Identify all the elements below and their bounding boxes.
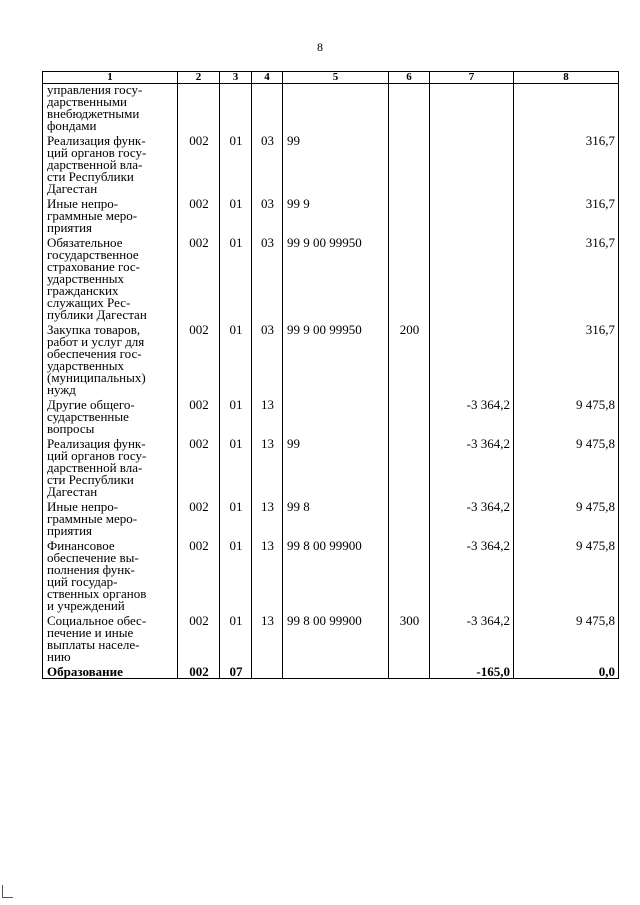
cell-c2: 002 bbox=[178, 435, 220, 498]
cell-c3: 01 bbox=[220, 435, 252, 498]
row-name: Реализация функ- ций органов госу- дарственной вла- сти Республики Дагестан bbox=[43, 132, 178, 195]
cell-c7: -3 364,2 bbox=[430, 498, 514, 537]
cell-c8: 9 475,8 bbox=[514, 435, 619, 498]
row-name: Другие общего- сударственные вопросы bbox=[43, 396, 178, 435]
cell-c3: 01 bbox=[220, 195, 252, 234]
cell-c4: 03 bbox=[252, 321, 283, 396]
cell-c8: 316,7 bbox=[514, 321, 619, 396]
page-number: 8 bbox=[317, 40, 323, 54]
column-header: 4 bbox=[252, 72, 283, 84]
table-row bbox=[43, 132, 619, 195]
row-name: Образование bbox=[43, 663, 178, 679]
cell-c4: 13 bbox=[252, 537, 283, 612]
cell-c6 bbox=[389, 84, 430, 133]
column-header: 3 bbox=[220, 72, 252, 84]
cell-c2 bbox=[178, 84, 220, 133]
cell-c6 bbox=[389, 498, 430, 537]
cell-c3: 01 bbox=[220, 498, 252, 537]
cell-c2: 002 bbox=[178, 195, 220, 234]
cell-c7: -3 364,2 bbox=[430, 612, 514, 663]
cell-c7 bbox=[430, 84, 514, 133]
row-name: Финансовое обеспечение вы- полнения функ- ций государ- ственных органов и учреждений bbox=[43, 537, 178, 612]
cell-c2: 002 bbox=[178, 612, 220, 663]
cell-c2: 002 bbox=[178, 132, 220, 195]
cell-c5: 99 bbox=[283, 435, 389, 498]
cell-c4: 13 bbox=[252, 396, 283, 435]
cell-c5: 99 9 00 99950 bbox=[283, 234, 389, 321]
cell-c3 bbox=[220, 84, 252, 133]
cell-c8: 316,7 bbox=[514, 234, 619, 321]
column-header: 7 bbox=[430, 72, 514, 84]
row-name: Закупка товаров, работ и услуг для обеспечения гос- ударственных (муниципальных) нужд bbox=[43, 321, 178, 396]
cell-c7 bbox=[430, 195, 514, 234]
cell-c5 bbox=[283, 84, 389, 133]
cell-c2: 002 bbox=[178, 498, 220, 537]
cell-c6 bbox=[389, 132, 430, 195]
column-header: 2 bbox=[178, 72, 220, 84]
cell-c3: 07 bbox=[220, 663, 252, 679]
row-name: Социальное обес- печение и иные выплаты населе- нию bbox=[43, 612, 178, 663]
cell-c8 bbox=[514, 84, 619, 133]
cell-c3: 01 bbox=[220, 234, 252, 321]
cell-c7: -165,0 bbox=[430, 663, 514, 679]
column-header: 6 bbox=[389, 72, 430, 84]
cell-c7 bbox=[430, 132, 514, 195]
cell-c8: 316,7 bbox=[514, 195, 619, 234]
row-name: Иные непро- граммные меро- приятия bbox=[43, 195, 178, 234]
cell-c4: 03 bbox=[252, 234, 283, 321]
table-row bbox=[43, 435, 619, 498]
row-name: Реализация функ- ций органов госу- дарственной вла- сти Республики Дагестан bbox=[43, 435, 178, 498]
table-row bbox=[43, 396, 619, 435]
cell-c6: 300 bbox=[389, 612, 430, 663]
cell-c4 bbox=[252, 84, 283, 133]
cell-c7: -3 364,2 bbox=[430, 435, 514, 498]
cell-c8: 9 475,8 bbox=[514, 537, 619, 612]
budget-table bbox=[42, 71, 619, 679]
cell-c8: 9 475,8 bbox=[514, 396, 619, 435]
cell-c4: 13 bbox=[252, 498, 283, 537]
cell-c5: 99 bbox=[283, 132, 389, 195]
cell-c4: 13 bbox=[252, 435, 283, 498]
cell-c8: 9 475,8 bbox=[514, 612, 619, 663]
cell-c4: 13 bbox=[252, 612, 283, 663]
table-row bbox=[43, 498, 619, 537]
cell-c5: 99 8 00 99900 bbox=[283, 612, 389, 663]
table-row bbox=[43, 537, 619, 612]
cell-c2: 002 bbox=[178, 663, 220, 679]
cell-c8: 9 475,8 bbox=[514, 498, 619, 537]
cell-c3: 01 bbox=[220, 537, 252, 612]
table-body bbox=[43, 84, 619, 679]
cell-c3: 01 bbox=[220, 132, 252, 195]
column-header: 1 bbox=[43, 72, 178, 84]
table-row bbox=[43, 234, 619, 321]
table-row bbox=[43, 84, 619, 133]
cell-c8: 316,7 bbox=[514, 132, 619, 195]
cell-c6: 200 bbox=[389, 321, 430, 396]
cell-c6 bbox=[389, 435, 430, 498]
column-header: 5 bbox=[283, 72, 389, 84]
cell-c6 bbox=[389, 234, 430, 321]
cell-c5: 99 8 bbox=[283, 498, 389, 537]
cell-c7: -3 364,2 bbox=[430, 537, 514, 612]
row-name: Иные непро- граммные меро- приятия bbox=[43, 498, 178, 537]
cell-c3: 01 bbox=[220, 321, 252, 396]
cell-c6 bbox=[389, 663, 430, 679]
cell-c5 bbox=[283, 663, 389, 679]
margin-mark bbox=[2, 885, 13, 898]
column-header: 8 bbox=[514, 72, 619, 84]
table-row bbox=[43, 321, 619, 396]
cell-c5: 99 8 00 99900 bbox=[283, 537, 389, 612]
cell-c2: 002 bbox=[178, 537, 220, 612]
cell-c4: 03 bbox=[252, 195, 283, 234]
cell-c5: 99 9 bbox=[283, 195, 389, 234]
cell-c8: 0,0 bbox=[514, 663, 619, 679]
cell-c6 bbox=[389, 396, 430, 435]
cell-c2: 002 bbox=[178, 396, 220, 435]
cell-c5 bbox=[283, 396, 389, 435]
table-row bbox=[43, 663, 619, 679]
cell-c4 bbox=[252, 663, 283, 679]
cell-c6 bbox=[389, 537, 430, 612]
cell-c2: 002 bbox=[178, 234, 220, 321]
cell-c3: 01 bbox=[220, 396, 252, 435]
cell-c2: 002 bbox=[178, 321, 220, 396]
cell-c3: 01 bbox=[220, 612, 252, 663]
row-name: Обязательное государственное страхование гос- ударственных гражданских служащих Рес- публики Дагестан bbox=[43, 234, 178, 321]
table-row bbox=[43, 612, 619, 663]
row-name: управления госу- дарственными внебюджетными фондами bbox=[43, 84, 178, 133]
cell-c6 bbox=[389, 195, 430, 234]
cell-c7: -3 364,2 bbox=[430, 396, 514, 435]
cell-c7 bbox=[430, 321, 514, 396]
table-row bbox=[43, 195, 619, 234]
cell-c7 bbox=[430, 234, 514, 321]
cell-c4: 03 bbox=[252, 132, 283, 195]
cell-c5: 99 9 00 99950 bbox=[283, 321, 389, 396]
